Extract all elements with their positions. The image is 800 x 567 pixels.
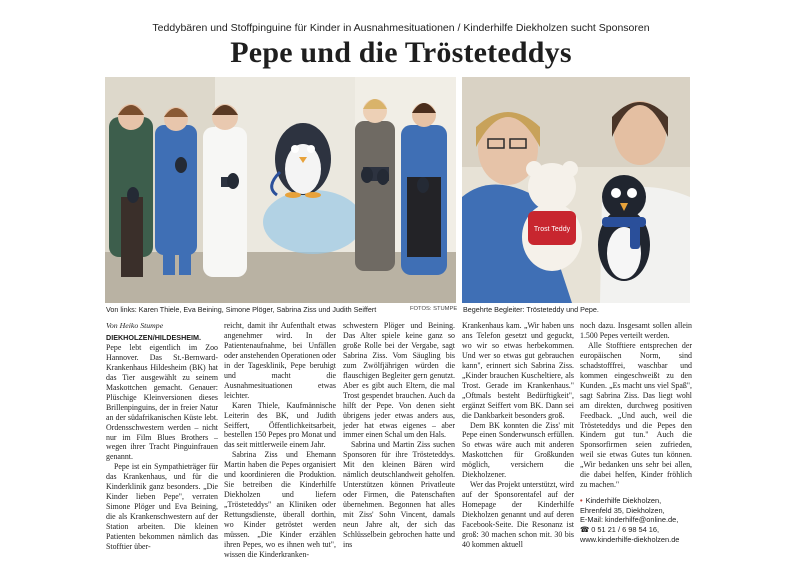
person-eva-beining xyxy=(155,107,197,275)
dateline: DIEKHOLZEN/HILDESHEIM. xyxy=(106,333,202,342)
contact-line: • Kinderhilfe Diekholzen, xyxy=(580,496,662,506)
page-title: Pepe und die Trösteteddys xyxy=(230,36,572,69)
contact-line: Ehrenfeld 35, Diekholzen, xyxy=(580,505,665,515)
person-sabrina-ziss xyxy=(355,99,395,271)
photo-credit: FOTOS: STUMPE xyxy=(410,306,458,312)
article-paragraph: Krankenhaus kam. „Wir haben uns ans Telefon gesetzt und geguckt, wo wir so etwas herbekommen. Und wer so etwas gut gebrauchen kann", erinnert sich Sabrina Ziss. „Kinder brauchen Kuscheltiere, als Trost. Gerade im Krankenhaus." „Oftmals besteht Bedürftigkeit", ergänzt Seiffert vom BK. Dann sei die Dankbarkeit besonders groß. xyxy=(462,321,574,420)
article-paragraph: Alle Stofftiere entsprechen der europäischen Norm, sind schadstofffrei, waschbar und kommen eingeschweißt zu den Kunden. „Es macht uns viel Spaß", sagt Sabrina Ziss. Das liegt wohl am direkten, durchweg positiven Feedback. „Und auch, weil die Trösteteddys und die Pepes den Kindern gut tun." Auch die Sponsorfirmen seien zufrieden, weil sie etwas Gutes tun können. „Wir bedanken uns sehr bei allen, die dabei helfen, Kinder fröhlich zu machen." xyxy=(580,340,692,490)
article-column xyxy=(106,333,218,552)
group-photo xyxy=(105,77,456,303)
contact-info-box xyxy=(580,496,692,544)
article-paragraph: Sabrina und Martin Ziss suchen Sponsoren für ihre Trösteteddys. Mit den kleinen Bären wird nämlich deutschlandweit geholfen. Unterstützen können Privatleute oder Firmen, die Patenschaften übernehmen. Begonnen hat alles mit Ziss' Sohn Vincent, damals neun Jahre alt, der sich das Schlüsselbein gebrochen hatte und ins xyxy=(343,440,455,549)
teddy-closeup-photo xyxy=(462,77,690,303)
article-column xyxy=(343,321,455,547)
contact-email[interactable]: E-Mail: kinderhilfe@online.de, xyxy=(580,515,679,525)
article-paragraph: Karen Thiele, Kaufmännische Leiterin des BK, und Judith Seiffert, Öffentlichkeitsarbeit, bestellen 150 Pepes pro Monat und das seit mittlerweile einem Jahr. xyxy=(224,400,336,450)
article-column xyxy=(224,321,336,559)
photo-caption: Von links: Karen Thiele, Eva Beining, Simone Plöger, Sabrina Ziss und Judith Seiffert xyxy=(106,305,377,314)
article-paragraph xyxy=(106,333,218,462)
contact-website-link[interactable]: www.kinderhilfe-diekholzen.de xyxy=(580,534,680,544)
article-paragraph: reicht, damit ihr Aufenthalt etwas angenehmer wird. In der Patientenaufnahme, bei Unfällen oder anstehenden Operationen oder in der Tagesklinik, Pepe beruhigt und macht die Ausnahmesituationen etwas leichter. xyxy=(224,321,336,400)
trost-teddy-plush xyxy=(522,161,582,271)
pepe-penguin-plush xyxy=(598,175,650,281)
byline: Von Heiko Stumpe xyxy=(106,321,164,330)
article-paragraph: Dem BK konnten die Ziss' mit Pepe einen Sonderwunsch erfüllen. So etwas wäre auch mit anderen Maskottchen für Großkunden möglich, versichern die Diekholzener. xyxy=(462,420,574,480)
article-paragraph: Pepe ist ein Sympathieträger für das Krankenhaus, und für die Kinderklinik ganz besonders. „Die Kinder lieben Pepe", verraten Simone Plöger und Eva Beining, die als Krankenschwestern auf der Station arbeiten. Die kleinen Patienten bekommen nämlich das Stofftier über- xyxy=(106,462,218,552)
article-paragraph: schwestern Plöger und Beining. Das Alter spiele keine ganz so große Rolle bei der Vergabe, sagt Sabrina Ziss. Vom Säugling bis zum Zwölfjährigen würden die flauschigen Begleiter gern genutzt. Aber es gibt auch Eltern, die mal Trost gespendet brauchen. Auch da hilft der Pepe. Von denen sieht übrigens jeder etwas anders aus, jeder hat etwas eigenes – aber immer einen Schal um den Hals. xyxy=(343,321,455,440)
kicker: Teddybären und Stoffpinguine für Kinder in Ausnahmesituationen / Kinderhilfe Diekholzen sucht Sponsoren xyxy=(152,22,650,34)
teddy-shirt-text: Trost Teddy xyxy=(533,226,571,233)
person-simone-ploeger xyxy=(203,104,247,277)
article-paragraph: Wer das Projekt unterstützt, wird auf der Sponsorentafel auf der Homepage der Kinderhilfe Diekholzen genannt und auf deren Facebook-Seite. Die Resonanz ist groß: 30 machen schon mit. 30 bis 40 kommen aktuell xyxy=(462,480,574,549)
contact-phone: ☎ 0 51 21 / 6 98 54 16, xyxy=(580,524,660,534)
article-paragraph: Sabrina Ziss und Ehemann Martin haben die Pepes organisiert und koordinieren die Produktion. Sie betreiben die Kinderhilfe Diekholzen und liefern „Trösteteddys" an Kliniken oder Rettungsdienste, überall dorthin, wo Kinder getröstet werden müssen. „Die Kinder erzählen ihren Pepes, wo es ihnen weh tut", wissen die Kinderkranken- xyxy=(224,450,336,559)
article-column xyxy=(462,321,574,547)
paragraph-text: Pepe lebt eigentlich im Zoo Hannover. Das St.-Bernward-Krankenhaus Hildesheim (BK) hat das Tier ausgewählt zu seinem Maskottchen gemacht. Genauer: Plüschige Kleinversionen dieses Brillenpinguins, der in freier Natur an der südafrikanischen Küste lebt. Ordensschwestern werden – nicht nur im Film Blues Brothers – wegen ihrer Tracht Pinguinfrauen genannt. xyxy=(106,342,218,462)
photo-caption: Begehrte Begleiter: Trösteteddy und Pepe. xyxy=(463,305,599,314)
article-paragraph: noch dazu. Insgesamt sollen allein 1.500 Pepes verteilt werden. xyxy=(580,321,692,340)
bullet-icon: • xyxy=(580,496,583,506)
article-column xyxy=(580,321,692,547)
